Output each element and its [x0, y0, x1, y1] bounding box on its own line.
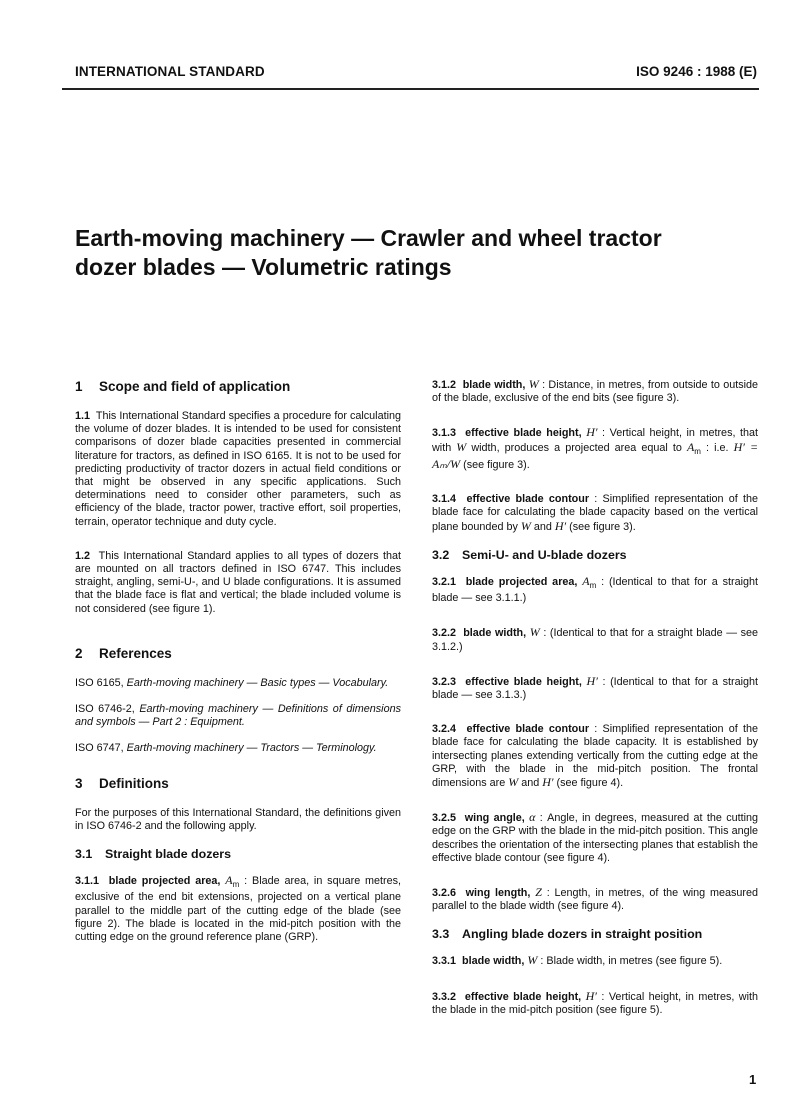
header-rule	[62, 88, 759, 90]
clause-1-2: 1.2 This International Standard applies to all types of dozers that are mounted on all tractors defined in ISO 6747. This includes straight, angling, semi-U-, and U blade configurations. It is assumed that the blade face is flat and vertical; the blade included volume is not considered (see figure 1).	[75, 549, 401, 615]
definition-3-2-4: 3.2.4 effective blade contour : Simplified representation of the blade face for calculating the blade capacity. It is established by intersecting planes extending vertically from the cutting edge at the GRP, with the blade in the mid-pitch position. The frontal dimensions are W and H′ (see figure 4).	[432, 723, 759, 789]
reference-item: ISO 6746-2, Earth-moving machinery — Definitions of dimensions and symbols — Part 2 : Equipment.	[75, 703, 401, 729]
reference-item: ISO 6165, Earth-moving machinery — Basic types — Vocabulary.	[75, 676, 389, 689]
definition-3-1-1: 3.1.1 blade projected area, $A_m$ : Blade area, in square metres, exclusive of the end bit extensions, projected on a vertical plane parallel to the middle part of the cutting edge of the blade (see figure 2). The blade is located in the mid-pitch position with the cutting edge on the ground reference plane (GRP).	[75, 873, 402, 944]
section-3-heading: 3 Definitions	[75, 775, 169, 791]
document-title	[75, 224, 765, 282]
definitions-intro: For the purposes of this International Standard, the definitions given in ISO 6746-2 and the following apply.	[75, 806, 401, 832]
definition-3-2-1: 3.2.1 blade projected area, $A_m$ : (Identical to that for a straight blade — see 3.1.1.)	[432, 573, 758, 605]
section-2-heading: 2 References	[75, 645, 172, 661]
definition-3-1-2: 3.1.2 blade width, W : Distance, in metres, from outside to outside of the blade, exclusive of the end bits (see figure 3).	[432, 377, 759, 405]
page-header	[75, 64, 757, 82]
subsection-3-1-heading: 3.1 Straight blade dozers	[75, 847, 231, 862]
definition-3-2-6: 3.2.6 wing length, Z : Length, in metres, of the wing measured parallel to the blade width (see figure 4).	[432, 884, 758, 913]
subsection-3-2-heading: 3.2 Semi-U- and U-blade dozers	[432, 547, 627, 562]
title-line-2: dozer blades — Volumetric ratings	[75, 254, 452, 280]
clause-1-1: 1.1 This International Standard specifies a procedure for calculating the volume of dozer blades. It is intended to be used for consistent comparisons of dozer blade capacities presented in commercial literature for tractors, as defined in ISO 6165. It is not to be used for predicting productivity of tractor dozers in actual field conditions or that might be observed in any specific applications. Such determinations need to consider other parameters, such as efficiency of the blade, tractor power, tractive effort, soil properties, terrain, operator technique and duty cycle.	[75, 410, 401, 528]
document-reference: ISO 9246 : 1988 (E)	[636, 64, 757, 79]
subsection-3-3-heading: 3.3 Angling blade dozers in straight position	[432, 927, 703, 942]
section-1-heading: 1 Scope and field of application	[75, 379, 291, 394]
reference-item: ISO 6747, Earth-moving machinery — Tractors — Terminology.	[75, 742, 377, 755]
definition-3-1-3: 3.1.3 effective blade height, H′ : Vertical height, in metres, that with W width, produces a projected area equal to $A_m$ : i.e. H′ = Aₘ/W (see figure 3).	[432, 425, 759, 471]
title-line-1: Earth-moving machinery — Crawler and wheel tractor	[75, 225, 662, 251]
definition-3-1-4: 3.1.4 effective blade contour : Simplified representation of the blade face for calculating the blade capacity based on the vertical plane bounded by W and H′ (see figure 3).	[432, 493, 759, 533]
right-column	[432, 378, 758, 1030]
definition-3-2-5: 3.2.5 wing angle, α : Angle, in degrees, measured at the cutting edge on the GRP with the blade in the mid-pitch position. This angle describes the orientation of the intersecting planes that establish the effective blade contour (see figure 4).	[432, 810, 759, 864]
left-column	[75, 378, 401, 957]
definition-3-3-1: 3.3.1 blade width, W : Blade width, in metres (see figure 5).	[432, 953, 723, 968]
definition-3-3-2: 3.3.2 effective blade height, H′ : Vertical height, in metres, with the blade in the mid-pitch position (see figure 5).	[432, 988, 759, 1016]
definition-3-2-2: 3.2.2 blade width, W : (Identical to that for a straight blade — see 3.1.2.)	[432, 625, 759, 653]
page-number: 1	[749, 1072, 757, 1087]
definition-3-2-3: 3.2.3 effective blade height, H′ : (Identical to that for a straight blade — see 3.1.3.)	[432, 673, 759, 701]
document-type: INTERNATIONAL STANDARD	[75, 64, 265, 79]
